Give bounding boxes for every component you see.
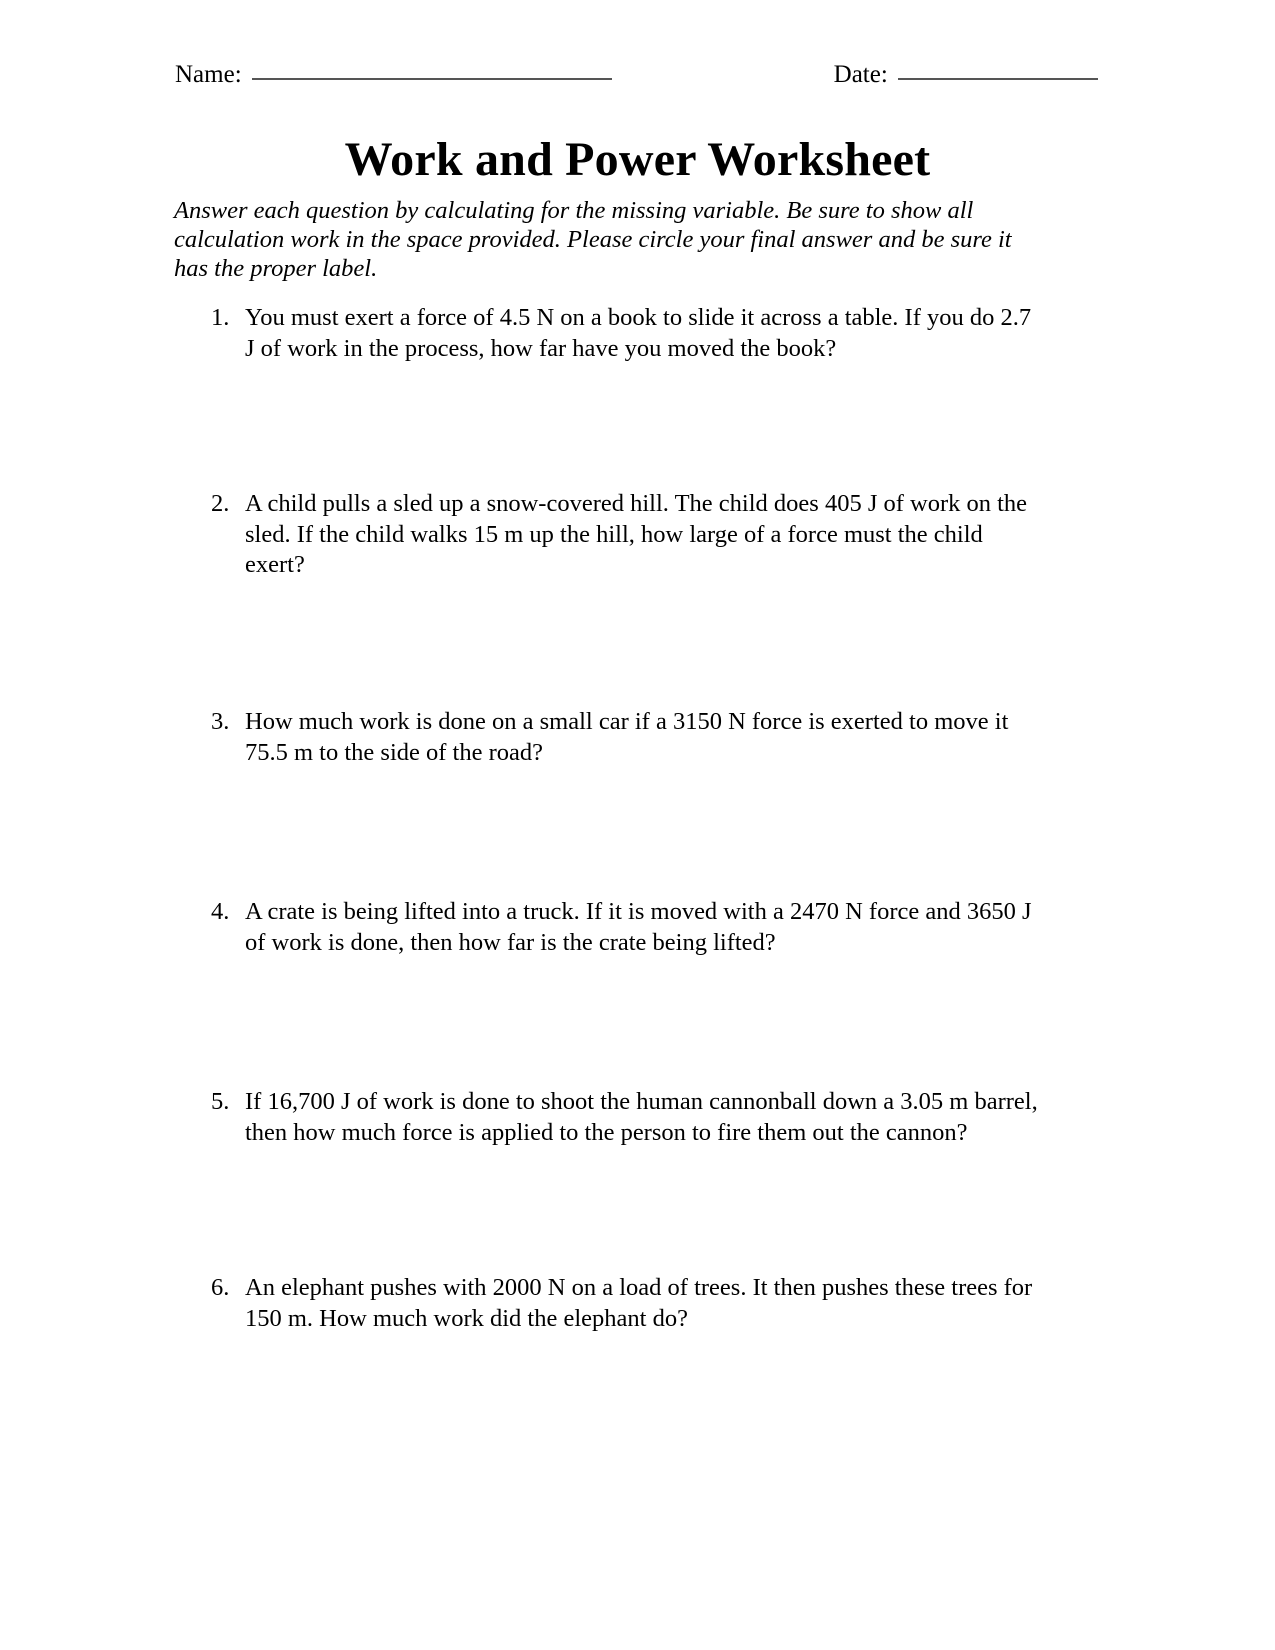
name-label: Name: [175,61,242,88]
question-item [205,303,1045,365]
question-item [205,1087,1045,1149]
header-fields [175,62,1055,87]
question-text: A child pulls a sled up a snow-covered hill. The child does 405 J of work on the sled. If the child walks 15 m up the hill, how large of a force must the child exert? [245,489,1028,579]
date-write-line[interactable] [898,77,1098,80]
question-list [205,303,1045,1335]
date-field [834,62,1098,87]
question-text: A crate is being lifted into a truck. If it is moved with a 2470 N force and 3650 J of work is done, then how far is the crate being lifted? [245,898,1032,956]
question-text: If 16,700 J of work is done to shoot the human cannonball down a 3.05 m barrel, then how much force is applied to the person to fire them out the cannon? [245,1087,1038,1146]
name-write-line[interactable] [252,77,612,80]
question-number: 6. [211,1274,230,1302]
question-item [205,707,1045,769]
question-number: 5. [211,1087,230,1115]
question-number: 3. [211,708,230,736]
question-number: 1. [211,304,230,331]
question-item [205,489,1045,582]
question-number: 2. [211,489,230,517]
question-text: You must exert a force of 4.5 N on a book to slide it across a table. If you do 2.7 J of work in the process, how far have you moved the book? [245,304,1032,362]
date-label: Date: [833,61,888,88]
instructions-text: Answer each question by calculating for the missing variable. Be sure to show all calculation work in the space provided. Please circle your final answer and be sure it has the proper label. [174,197,1012,282]
question-text: An elephant pushes with 2000 N on a load of trees. It then pushes these trees for 150 m. How much work did the elephant do? [245,1274,1033,1333]
question-number: 4. [211,898,230,926]
question-text: How much work is done on a small car if a 3150 N force is exerted to move it 75.5 m to the side of the road? [245,708,1009,767]
question-item [205,897,1045,959]
question-item [205,1273,1045,1335]
name-field [175,62,612,87]
page-title: Work and Power Worksheet [344,133,931,186]
